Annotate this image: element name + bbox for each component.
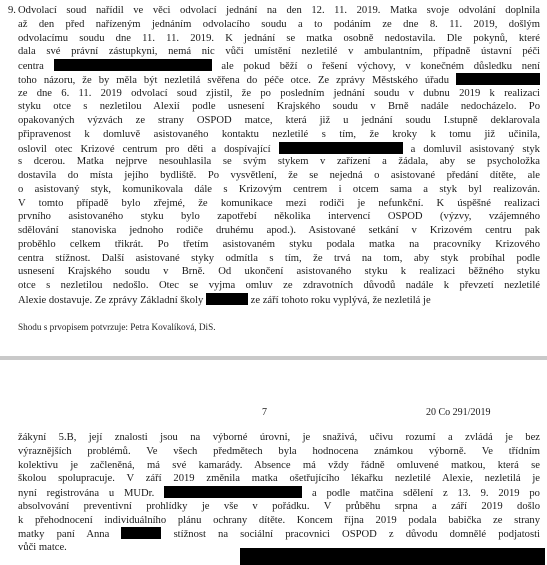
text-line (18, 500, 540, 514)
text-segment: až den před nařízeným jednáním odvolacího soudu a to podáním ze dne 8. 11. 2019, došlým (18, 18, 540, 30)
text-line (18, 265, 540, 279)
text-segment: Odvolací soud nařídil ve věci odvolací jednání na den 12. 11. 2019. Matka svoje odvolání doplnila (18, 5, 540, 16)
redaction-bar (54, 59, 212, 71)
text-line (18, 18, 540, 32)
text-segment: ale pokud běží o řešení výchovy, v konečném důsledku není (221, 61, 540, 72)
text-line (18, 224, 540, 238)
text-line (18, 527, 540, 541)
text-segment: školou spolupracuje. V září 2019 změnila matka ošetřujícího lékařku nezletilé Alexie, nezletilá je (18, 473, 540, 485)
text-line (18, 32, 540, 46)
text-line (18, 279, 540, 293)
text-segment: styku otce s nezletilou Alexií podle usnesení Krajského soudu v Brně nadále nedocházelo. Po (18, 101, 540, 113)
text-line (18, 128, 540, 142)
text-segment: o asistovaný styk, komunikovala dále s Krizovým centrem i otcem sama a styk byl realizován. (18, 183, 540, 195)
text-segment: absolvování preventivní prohlídky je vše v pořádku. V průběhu srpna a září 2019 došlo (18, 500, 540, 512)
text-segment: oslovil otec Krizové centrum pro děti a dospívající (18, 143, 271, 155)
redaction-bar (206, 293, 248, 305)
redaction-bar (240, 548, 545, 565)
text-line (18, 45, 540, 59)
text-segment: nyní registrována u MUDr. (18, 488, 155, 499)
text-segment: Alexie dostavuje. Ze zprávy Základní školy (18, 294, 204, 306)
text-segment: k přehodnocení individuálního plánu ochrany dítěte. Koncem října 2019 podala babička ze strany (18, 514, 540, 526)
text-line (18, 183, 540, 197)
text-line (18, 155, 540, 169)
text-segment: toho názoru, že by měla být nezletilá svěřena do péče otce. Ze zprávy Městského úřadu (18, 74, 449, 86)
text-line (18, 486, 540, 500)
text-segment: V tomto případě bylo zřejmé, že komunikace mezi rodiči je nefunkční. K úspěšné realizaci (18, 197, 540, 209)
text-line (18, 197, 540, 211)
text-line (18, 4, 540, 18)
text-segment: opakovaných výzvách ze strany OSPOD matce, která již u jednání soudu I.stupně deklarovala (18, 115, 540, 126)
text-line (18, 252, 540, 266)
text-line (18, 238, 540, 252)
text-line (18, 459, 540, 473)
text-line (18, 59, 540, 73)
text-segment: ze dne 6. 11. 2019 odvolací soud zjistil, že po posledním jednání soudu v dubnu 2019 k realizaci (18, 87, 540, 99)
paragraph-number: 9. (8, 5, 16, 16)
text-segment: centra stížnost. Další asistované styky odmítla s tím, že trvá na tom, aby styk probíhal podle (18, 252, 540, 264)
redaction-bar (164, 486, 302, 498)
text-line (18, 293, 540, 307)
text-segment: odvolacímu soudu dne 11. 11. 2019. K jednání se matka osobně nedostavila. Dle pokynů, které (18, 32, 540, 44)
text-line (18, 514, 540, 528)
paragraph-lines (18, 431, 540, 555)
text-segment: připravenost k domluvě asistovaného kontaktu nezletilé s tím, že kroky k tomu již učinila, (18, 128, 540, 140)
text-line (18, 142, 540, 156)
text-line (18, 73, 540, 87)
text-segment: centra (18, 61, 44, 72)
redaction-bar (279, 142, 403, 154)
text-segment: ze září tohoto roku vyplývá, že nezletilá je (250, 294, 431, 306)
text-segment: prvního asistovaného styku bylo zapotřebí několika intervencí OSPOD (výzvy, vzájemného (18, 211, 540, 223)
redaction-bar (456, 73, 540, 85)
page-number: 7 (262, 407, 267, 418)
text-segment: dala své právní zástupkyni, nemá nic vůči umístění nezletilé v ambulantním, případně ústavní péči (18, 46, 540, 58)
text-segment: a podle matčina sdělení z 13. 9. 2019 po (311, 488, 540, 499)
text-line (18, 87, 540, 101)
text-segment: výraznějších problémů. Ve všech předmětech byla hodnocena známkou výborně. Ve třídním (18, 445, 540, 457)
text-segment: matky paní Anna (18, 529, 110, 541)
redaction-bar (121, 527, 161, 539)
case-number: 20 Co 291/2019 (426, 407, 491, 418)
paragraph-lines (18, 4, 540, 307)
text-line (18, 100, 540, 114)
text-line (18, 114, 540, 128)
paragraph-continuation (18, 431, 540, 555)
text-segment: stížnost na sociální pracovnici OSPOD z důvodu domnělé podjatosti (173, 529, 540, 541)
text-segment: proběhlo celkem třikrát. Po třetím asistovaném styku podala matka na pracovníky Krizového (18, 238, 540, 250)
paragraph-9 (8, 4, 540, 307)
text-line (18, 472, 540, 486)
document-page-lower (0, 360, 547, 565)
text-line (18, 445, 540, 459)
certification-signature: Shodu s prvopisem potvrzuje: Petra Kovalíková, DiS. (18, 322, 216, 332)
text-segment: sdělování stanoviska jednoho rodiče druhému apod.). Asistované setkání v Krizovém centru pak (18, 225, 540, 236)
text-segment: kolektivu je začleněná, má své kamarády. Absence má vždy řádně omluvené matkou, která se (18, 459, 540, 471)
text-segment: s dcerou. Matka nejprve nesouhlasila se svým stykem v zařízení a žádala, aby se psycholožka (18, 156, 540, 168)
text-segment: dostavila do místa jejího bydliště. Po vysvětlení, že se nejedná o asistované předání dítěte, ale (18, 170, 540, 181)
text-line (18, 431, 540, 445)
text-line (18, 169, 540, 183)
text-segment: vůči matce. (18, 542, 67, 553)
text-segment: usnesení Krajského soudu v Brně. Od ukončení asistovaného styku k realizaci běžného styku (18, 266, 540, 278)
text-segment: a domluvil asistovaný styk (410, 143, 540, 155)
text-line (18, 210, 540, 224)
text-segment: žákyní 5.B, její znalosti jsou na výborné úrovni, je snaživá, učivu rozumí a zvládá je bez (18, 432, 540, 443)
text-segment: otce s nezletilou nedošlo. Otec se vyjma omluv ze zdravotních důvodů nadále k převzetí nezletilé (18, 280, 540, 291)
